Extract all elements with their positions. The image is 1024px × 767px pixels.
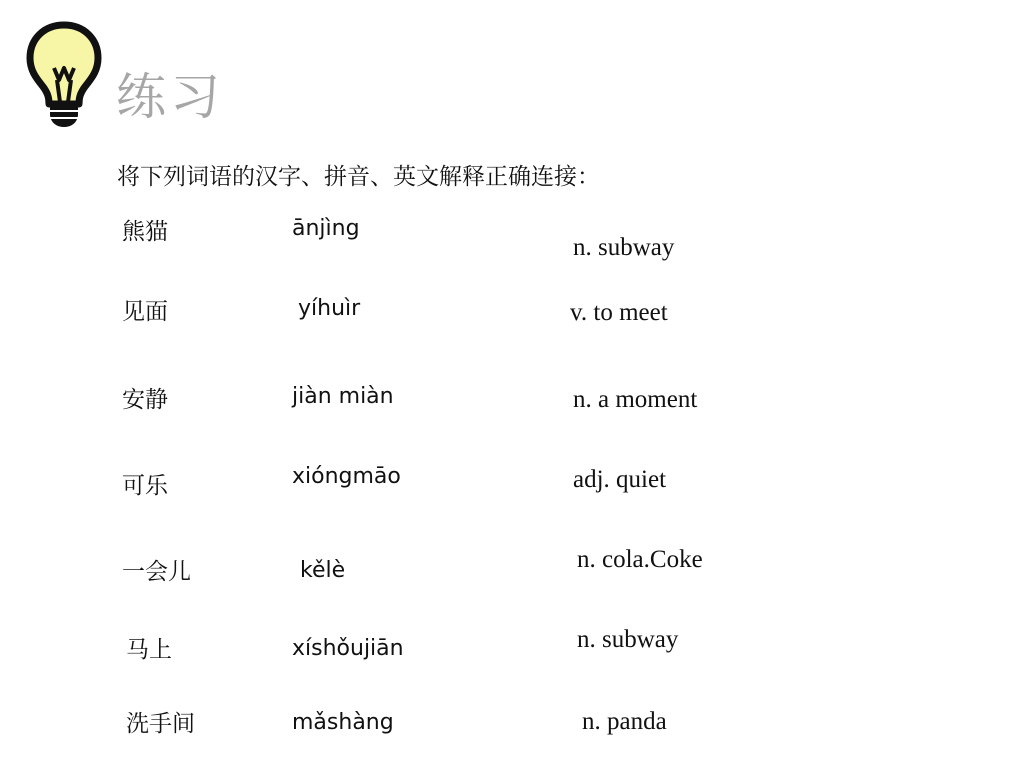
hanzi-item: 可乐 — [122, 473, 168, 499]
pinyin-item: xióngmāo — [292, 464, 401, 489]
slide-title: 练习 — [116, 68, 224, 126]
english-item: n. subway — [573, 234, 675, 261]
hanzi-item: 熊猫 — [122, 219, 168, 245]
hanzi-item: 马上 — [126, 637, 172, 663]
lightbulb-icon — [24, 20, 104, 132]
pinyin-item: jiàn miàn — [292, 384, 394, 409]
english-item: n. a moment — [573, 386, 698, 413]
pinyin-item: kělè — [300, 558, 346, 583]
hanzi-item: 一会儿 — [122, 559, 191, 585]
pinyin-item: yíhuìr — [298, 296, 361, 321]
pinyin-item: ānjìng — [292, 216, 360, 241]
english-item: n. cola.Coke — [577, 546, 703, 573]
hanzi-item: 安静 — [122, 387, 168, 413]
pinyin-item: mǎshàng — [292, 710, 394, 735]
english-item: adj. quiet — [573, 466, 667, 493]
hanzi-item: 见面 — [122, 299, 168, 325]
pinyin-item: xíshǒujiān — [292, 636, 404, 661]
english-item: n. subway — [577, 626, 679, 653]
english-item: v. to meet — [570, 299, 668, 326]
hanzi-item: 洗手间 — [126, 711, 195, 737]
english-item: n. panda — [582, 708, 667, 735]
instruction-text: 将下列词语的汉字、拼音、英文解释正确连接： — [117, 164, 600, 190]
